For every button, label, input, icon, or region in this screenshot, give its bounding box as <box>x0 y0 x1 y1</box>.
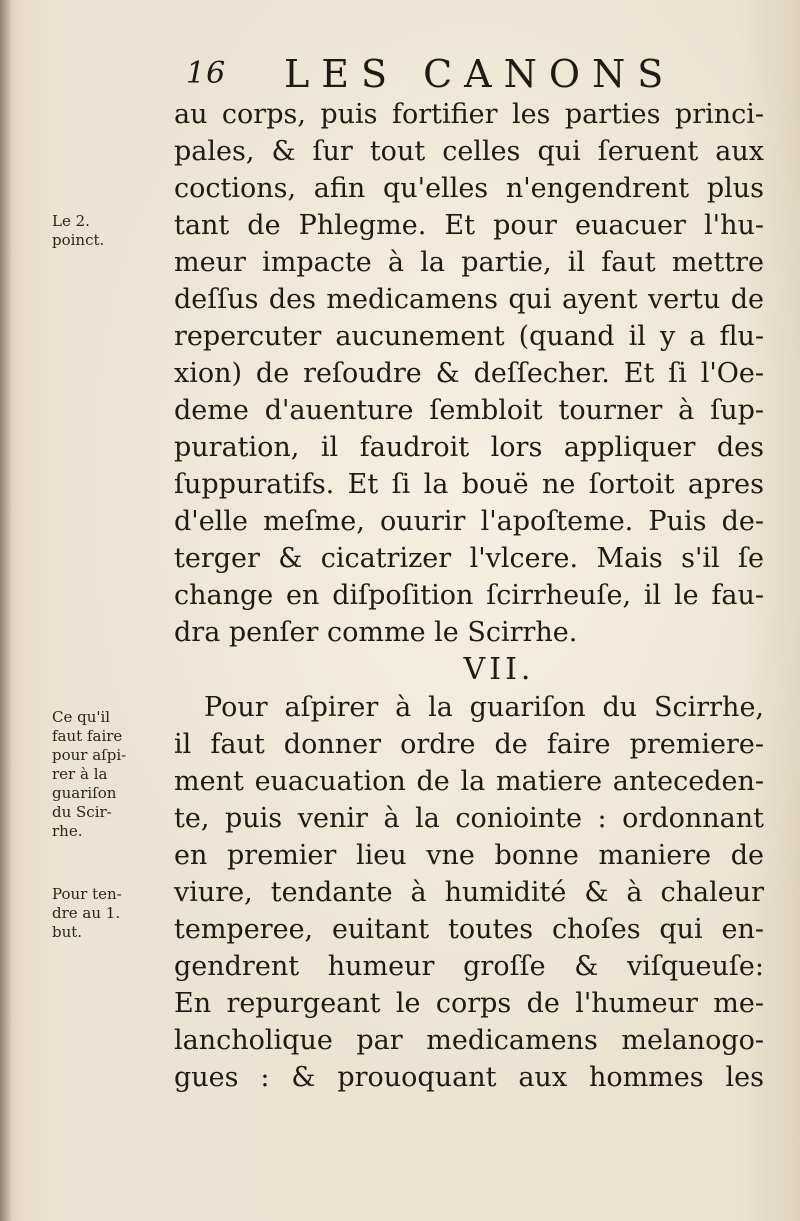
margin-note-line: dre au 1. <box>52 904 121 922</box>
text-line: Pour aſpirer à la guariſon du Scirrhe, <box>204 692 764 723</box>
text-line: pales, & ſur tout celles qui ſeruent aux <box>174 136 764 167</box>
margin-note-first-aim <box>52 885 168 942</box>
text-line: meur impacte à la partie, il faut mettre <box>174 247 764 278</box>
text-line: deſſus des medicamens qui ayent vertu de <box>174 284 764 315</box>
margin-note-line: rhe. <box>52 822 83 840</box>
text-line: ſuppuratifs. Et ſi la bouë ne ſortoit apres <box>174 469 764 500</box>
text-line: d'elle meſme, ouurir l'apoſteme. Puis de- <box>174 506 764 537</box>
text-line: En repurgeant le corps de l'humeur me- <box>174 988 764 1019</box>
margin-notes <box>52 0 168 1221</box>
text-line: au corps, puis fortifier les parties princi- <box>174 99 764 130</box>
page-gutter-shadow <box>0 0 12 1221</box>
text-line: te, puis venir à la coniointe : ordonnant <box>174 803 764 834</box>
text-line: puration, il faudroit lors appliquer des <box>174 432 764 463</box>
text-line: ment euacuation de la matiere anteceden- <box>174 766 764 797</box>
text-line: gendrent humeur groſſe & viſqueuſe: <box>174 951 764 982</box>
section-heading: VII. <box>463 652 535 687</box>
text-line: en premier lieu vne bonne maniere de <box>174 840 764 871</box>
text-line: repercuter aucunement (quand il y a flu- <box>174 321 764 352</box>
text-line: xion) de reſoudre & deſſecher. Et ſi l'Oe- <box>174 358 764 389</box>
margin-note-line: Ce qu'il <box>52 708 111 726</box>
margin-note-cure-scirrhus <box>52 708 168 841</box>
margin-note-line: faut faire <box>52 727 123 745</box>
margin-note-second-point <box>52 212 168 250</box>
page-number: 16 <box>186 56 227 91</box>
text-line: viure, tendante à humidité & à chaleur <box>174 877 764 908</box>
text-line: temperee, euitant toutes choſes qui en- <box>174 914 764 945</box>
text-line: dra penſer comme le Scirrhe. <box>174 617 578 648</box>
margin-note-line: Pour ten- <box>52 885 122 903</box>
margin-note-line: du Scir- <box>52 803 112 821</box>
main-text-block <box>174 96 764 1096</box>
text-line: deme d'auenture ſembloit tourner à ſup- <box>174 395 764 426</box>
text-line: change en diſpoſition ſcirrheuſe, il le fau- <box>174 580 764 611</box>
running-head <box>186 52 676 96</box>
text-line: il faut donner ordre de faire premiere- <box>174 729 764 760</box>
margin-note-line: rer à la <box>52 765 108 783</box>
margin-note-line: pour aſpi- <box>52 746 127 764</box>
margin-note-line: but. <box>52 923 83 941</box>
margin-note-line: poinct. <box>52 231 105 249</box>
text-line: tant de Phlegme. Et pour euacuer l'hu- <box>174 210 764 241</box>
margin-note-line: Le 2. <box>52 212 90 230</box>
text-line: terger & cicatrizer l'vlcere. Mais s'il ſe <box>174 543 764 574</box>
margin-note-line: guariſon <box>52 784 117 802</box>
text-line: lancholique par medicamens melanogo- <box>174 1025 764 1056</box>
text-line: coctions, afin qu'elles n'engendrent plus <box>174 173 764 204</box>
text-line: gues : & prouoquant aux hommes les <box>174 1062 764 1093</box>
running-title: LES CANONS <box>284 52 676 96</box>
